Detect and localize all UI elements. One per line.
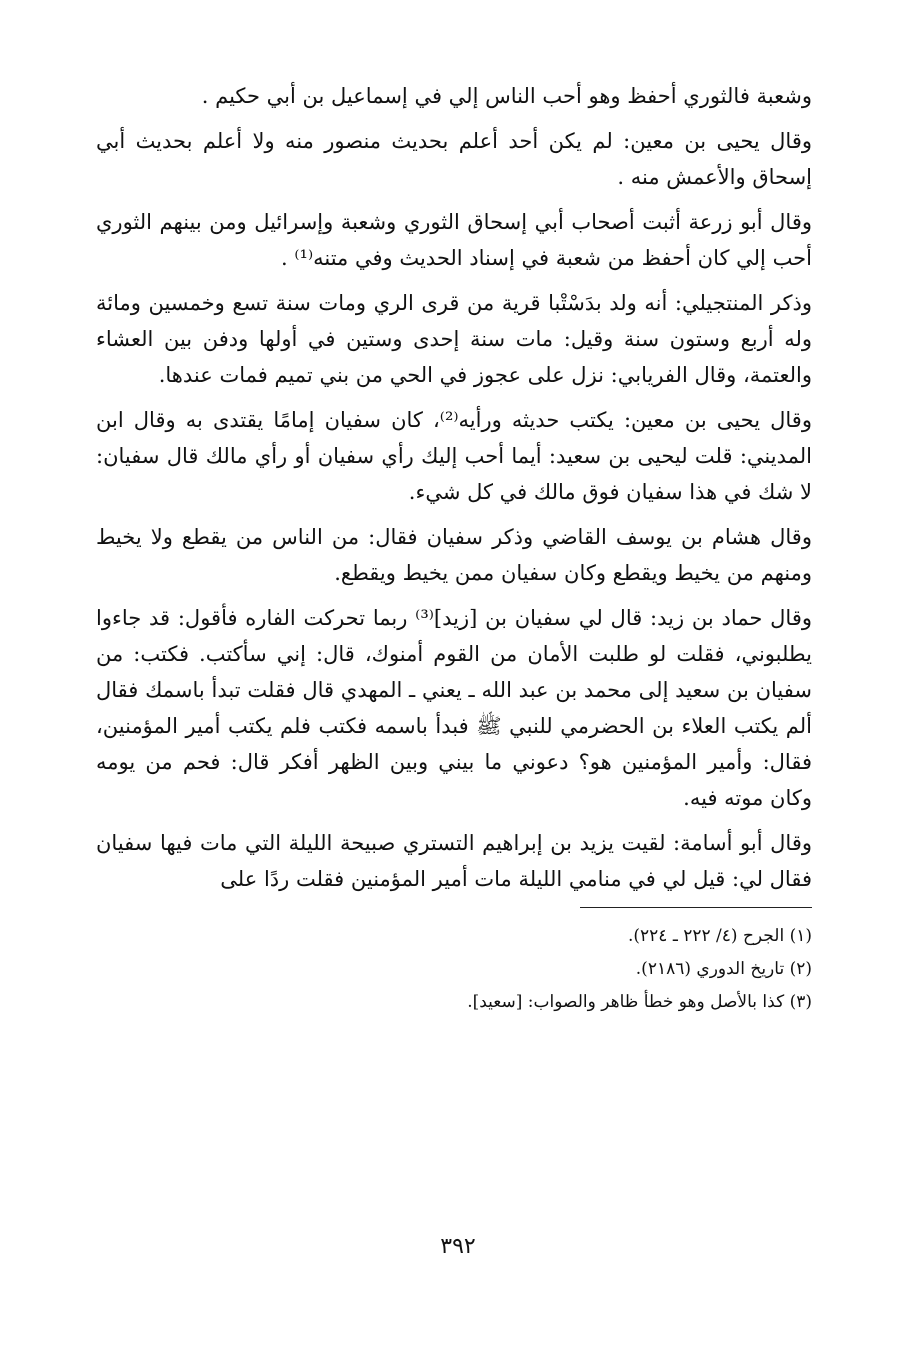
paragraph-7: وقال حماد بن زيد: قال لي سفيان بن [زيد]⁽³⁾ ربما تحركت الفاره فأقول: قد جاءوا يطلبوني، فقلت لو طلبت الأمان من القوم أمنوك، قال: إني سأكتب. فكتب: من سفيان بن سعيد إلى محمد بن عبد الله ـ يعني ـ المهدي قال فقلت تبدأ باسمك فقال ألم يكتب العلاء بن الحضرمي للنبي ﷺ فبدأ باسمه فكتب فلم يكتب أمير المؤمنين، فقال: وأمير المؤمنين هو؟ دعوني ما بيني وبين الظهر أفكر قال: فحم من يومه وكان موته فيه. bbox=[96, 606, 813, 810]
footnote-3: (٣) كذا بالأصل وهو خطأ ظاهر والصواب: [سعيد]. bbox=[467, 992, 812, 1012]
paragraph-2: وقال يحيى بن معين: لم يكن أحد أعلم بحديث منصور منه ولا أعلم بحديث أبي إسحاق والأعمش منه . bbox=[96, 129, 812, 189]
paragraph-6: وقال هشام بن يوسف القاضي وذكر سفيان فقال: من الناس من يقطع ولا يخيط ومنهم من يخيط ويقطع وكان سفيان ممن يخيط ويقطع. bbox=[96, 525, 812, 585]
footnote-1: (١) الجرح (٤/ ٢٢٢ ـ ٢٢٤). bbox=[627, 926, 812, 946]
paragraph-8: وقال أبو أسامة: لقيت يزيد بن إبراهيم التستري صبيحة الليلة التي مات فيها سفيان فقال لي: قيل لي في منامي الليلة مات أمير المؤمنين فقلت ردًا على bbox=[96, 831, 812, 891]
page-body bbox=[96, 78, 812, 1021]
page-number: ٣٩٢ bbox=[440, 1234, 476, 1259]
paragraph-1: وشعبة فالثوري أحفظ وهو أحب الناس إلي في إسماعيل بن أبي حكيم . bbox=[201, 84, 812, 108]
paragraph-4: وذكر المنتجيلي: أنه ولد بدَسْتْبا قرية من قرى الري ومات سنة تسع وخمسين ومائة وله أربع وستون سنة وقيل: مات سنة إحدى وستين في أولها ودفن بين العشاء والعتمة، وقال الفريابي: نزل على عجوز في الحي من بني تميم فمات عندها. bbox=[96, 291, 812, 387]
footnote-divider bbox=[580, 907, 812, 908]
footnote-2: (٢) تاريخ الدوري (٢١٨٦). bbox=[635, 959, 812, 979]
paragraph-5: وقال يحيى بن معين: يكتب حديثه ورأيه⁽²⁾، كان سفيان إمامًا يقتدى به وقال ابن المديني: قلت ليحيى بن سعيد: أيما أحب إليك رأي سفيان أو رأي مالك قال سفيان: لا شك في هذا سفيان فوق مالك في كل شيء. bbox=[96, 408, 812, 504]
paragraph-3: وقال أبو زرعة أثبت أصحاب أبي إسحاق الثوري وشعبة وإسرائيل ومن بينهم الثوري أحب إلي كان أحفظ من شعبة في إسناد الحديث وفي متنه⁽¹⁾ . bbox=[96, 210, 812, 270]
